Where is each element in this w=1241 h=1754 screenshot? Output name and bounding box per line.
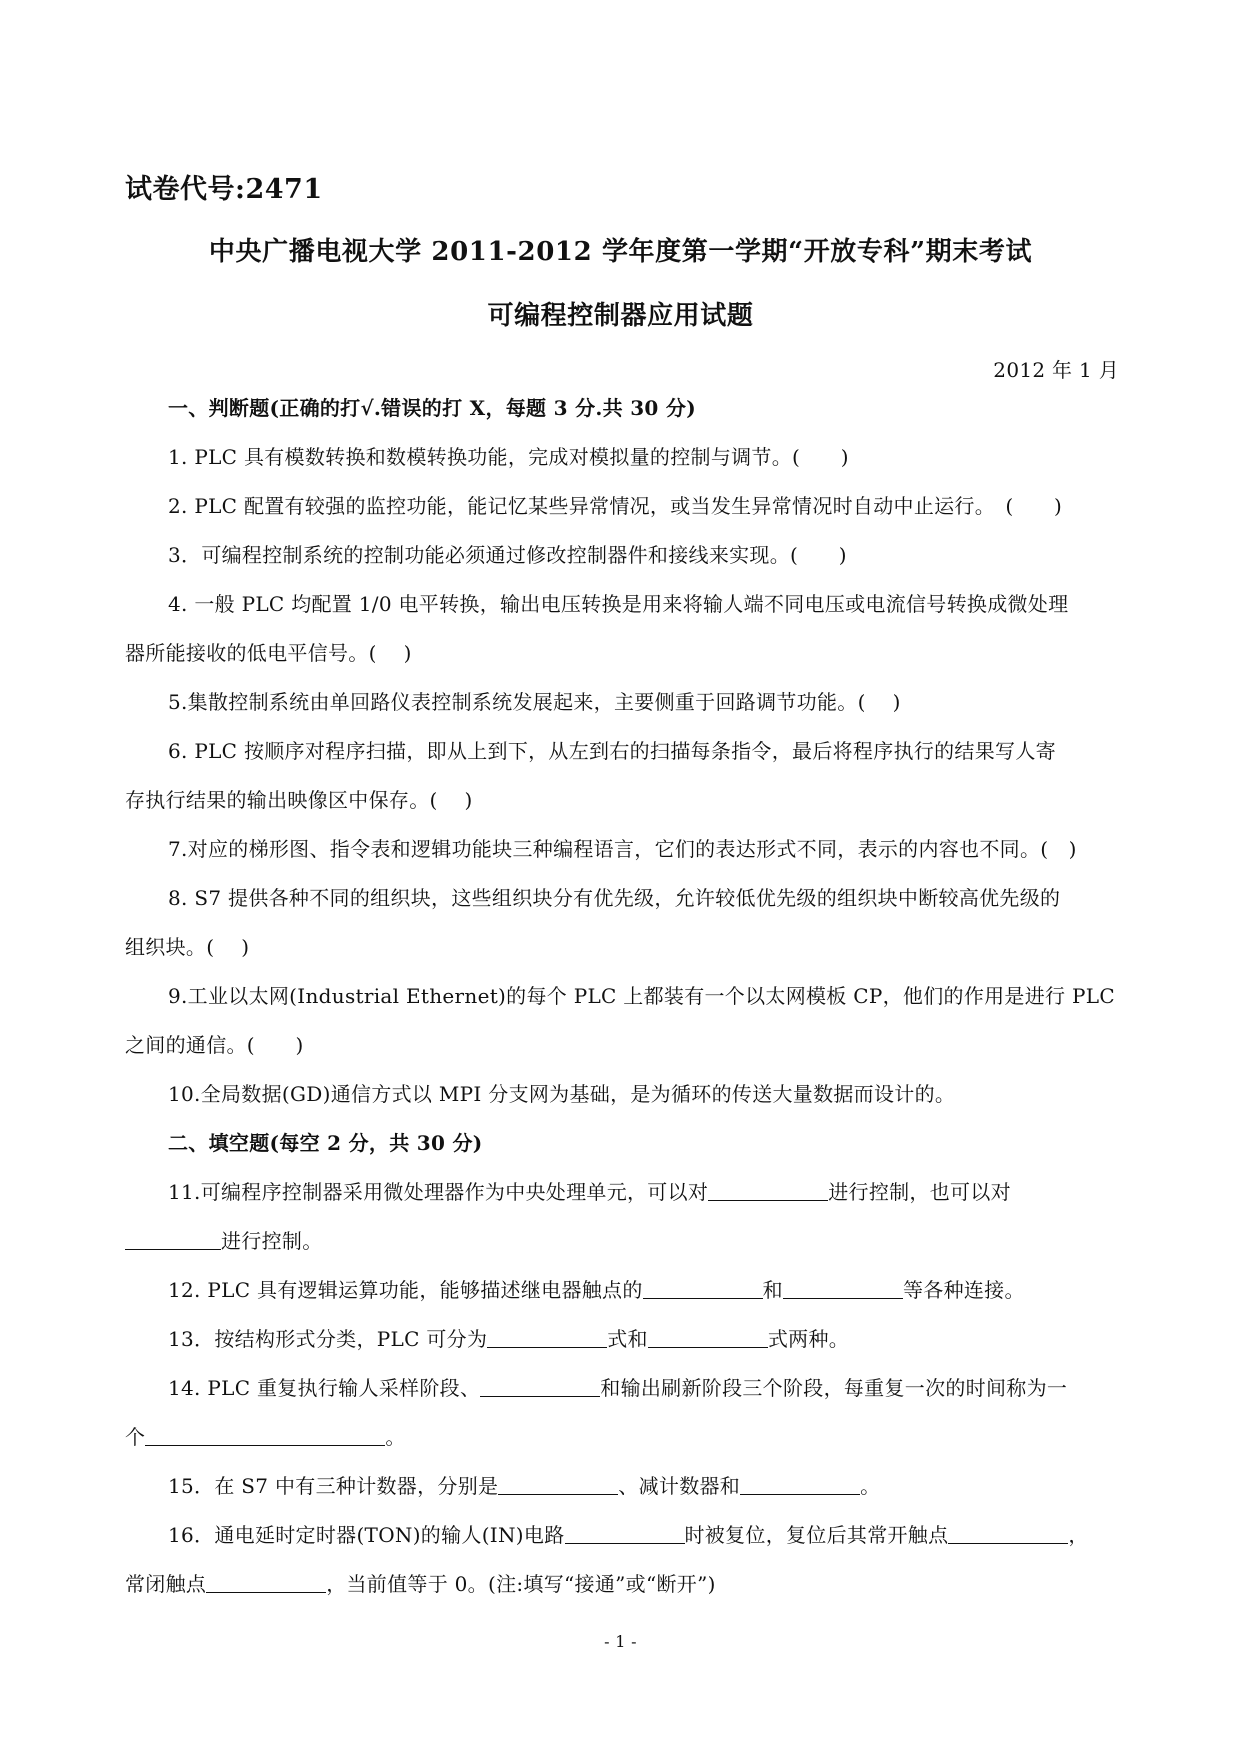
question-2: 2. PLC 配置有较强的监控功能，能记忆某些异常情况，或当发生异常情况时自动中止运行。 ( ) bbox=[168, 494, 1063, 518]
question-13-text-c: 式两种。 bbox=[767, 1327, 850, 1351]
answer-blank bbox=[708, 1180, 828, 1201]
question-5: 5.集散控制系统由单回路仪表控制系统发展起来，主要侧重于回路调节功能。( ) bbox=[168, 690, 901, 714]
question-6-line2: 存执行结果的输出映像区中保存。( ) bbox=[125, 788, 473, 812]
exam-subject-title: 可编程控制器应用试题 bbox=[487, 301, 754, 331]
question-14-text-b: 和输出刷新阶段三个阶段，每重复一次的时间称为一 bbox=[600, 1376, 1068, 1400]
answer-blank bbox=[783, 1278, 903, 1299]
question-12-text-b: 和 bbox=[762, 1278, 783, 1302]
question-12-text-c: 等各种连接。 bbox=[902, 1278, 1025, 1302]
question-15-text-a: 15．在 S7 中有三种计数器，分别是 bbox=[168, 1474, 499, 1498]
question-13 bbox=[168, 1325, 849, 1353]
answer-blank bbox=[125, 1229, 221, 1250]
question-14-line2 bbox=[125, 1423, 406, 1451]
question-1: 1. PLC 具有模数转换和数模转换功能，完成对模拟量的控制与调节。( ) bbox=[168, 445, 849, 469]
answer-blank bbox=[487, 1327, 607, 1348]
question-16-line2 bbox=[125, 1570, 716, 1598]
question-14-line1 bbox=[168, 1374, 1067, 1402]
question-13-text-a: 13．按结构形式分类，PLC 可分为 bbox=[168, 1327, 488, 1351]
question-8-line1: 8. S7 提供各种不同的组织块，这些组织块分有优先级，允许较低优先级的组织块中断较高优先级的 bbox=[168, 886, 1061, 910]
question-6-line1: 6. PLC 按顺序对程序扫描，即从上到下，从左到右的扫描每条指令，最后将程序执行的结果写人寄 bbox=[168, 739, 1056, 763]
question-4-line2: 器所能接收的低电平信号。( ) bbox=[125, 641, 412, 665]
question-11-line2 bbox=[125, 1227, 323, 1255]
question-10: 10.全局数据(GD)通信方式以 MPI 分支网为基础，是为循环的传送大量数据而设计的。 bbox=[168, 1082, 956, 1106]
question-9-line1: 9.工业以太网(Industrial Ethernet)的每个 PLC 上都装有一个以太网模板 CP，他们的作用是进行 PLC bbox=[168, 984, 1115, 1008]
answer-blank bbox=[648, 1327, 768, 1348]
question-15-text-c: 。 bbox=[860, 1474, 881, 1498]
question-13-text-b: 式和 bbox=[607, 1327, 648, 1351]
section-heading-true-false: 一、判断题(正确的打√.错误的打 X，每题 3 分.共 30 分) bbox=[168, 396, 696, 420]
question-11-text-b: 进行控制，也可以对 bbox=[828, 1180, 1011, 1204]
question-15 bbox=[168, 1472, 880, 1500]
answer-blank bbox=[498, 1474, 618, 1495]
exam-code: 试卷代号:2471 bbox=[125, 174, 323, 205]
question-12 bbox=[168, 1276, 1025, 1304]
question-15-text-b: 、减计数器和 bbox=[618, 1474, 741, 1498]
question-4-line1: 4. 一般 PLC 均配置 1/0 电平转换，输出电压转换是用来将输人端不同电压或电流信号转换成微处理 bbox=[168, 592, 1069, 616]
question-9-line2: 之间的通信。( ) bbox=[125, 1033, 304, 1057]
question-7: 7.对应的梯形图、指令表和逻辑功能块三种编程语言，它们的表达形式不同，表示的内容也不同。( ) bbox=[168, 837, 1077, 861]
exam-date: 2012 年 1 月 bbox=[993, 358, 1119, 382]
question-16-text-d: 常闭触点 bbox=[125, 1572, 207, 1596]
question-8-line2: 组织块。( ) bbox=[125, 935, 250, 959]
question-14-text-a: 14. PLC 重复执行输人采样阶段、 bbox=[168, 1376, 481, 1400]
answer-blank bbox=[948, 1523, 1068, 1544]
question-11-line1 bbox=[168, 1178, 1011, 1206]
answer-blank bbox=[643, 1278, 763, 1299]
answer-blank bbox=[740, 1474, 860, 1495]
exam-title: 中央广播电视大学 2011-2012 学年度第一学期“开放专科”期末考试 bbox=[208, 237, 1033, 267]
answer-blank bbox=[565, 1523, 685, 1544]
section-heading-fill-blank: 二、填空题(每空 2 分，共 30 分) bbox=[168, 1131, 483, 1155]
answer-blank bbox=[480, 1376, 600, 1397]
question-16-text-a: 16．通电延时定时器(TON)的输人(IN)电路 bbox=[168, 1523, 565, 1547]
question-14-text-c: 个 bbox=[125, 1425, 146, 1449]
question-14-text-d: 。 bbox=[385, 1425, 406, 1449]
page-number: - 1 - bbox=[604, 1632, 637, 1651]
question-12-text-a: 12. PLC 具有逻辑运算功能，能够描述继电器触点的 bbox=[168, 1278, 643, 1302]
question-11-text-a: 11.可编程序控制器采用微处理器作为中央处理单元，可以对 bbox=[168, 1180, 709, 1204]
question-16-text-e: ，当前值等于 0。(注:填写“接通”或“断开”) bbox=[326, 1572, 716, 1596]
question-16-line1 bbox=[168, 1521, 1089, 1549]
question-16-text-b: 时被复位，复位后其常开触点 bbox=[684, 1523, 949, 1547]
question-11-text-c: 进行控制。 bbox=[221, 1229, 323, 1253]
question-3: 3．可编程控制系统的控制功能必须通过修改控制器件和接线来实现。( ) bbox=[168, 543, 847, 567]
answer-blank bbox=[206, 1572, 326, 1593]
question-16-text-c: ， bbox=[1068, 1523, 1089, 1547]
answer-blank bbox=[145, 1425, 385, 1446]
